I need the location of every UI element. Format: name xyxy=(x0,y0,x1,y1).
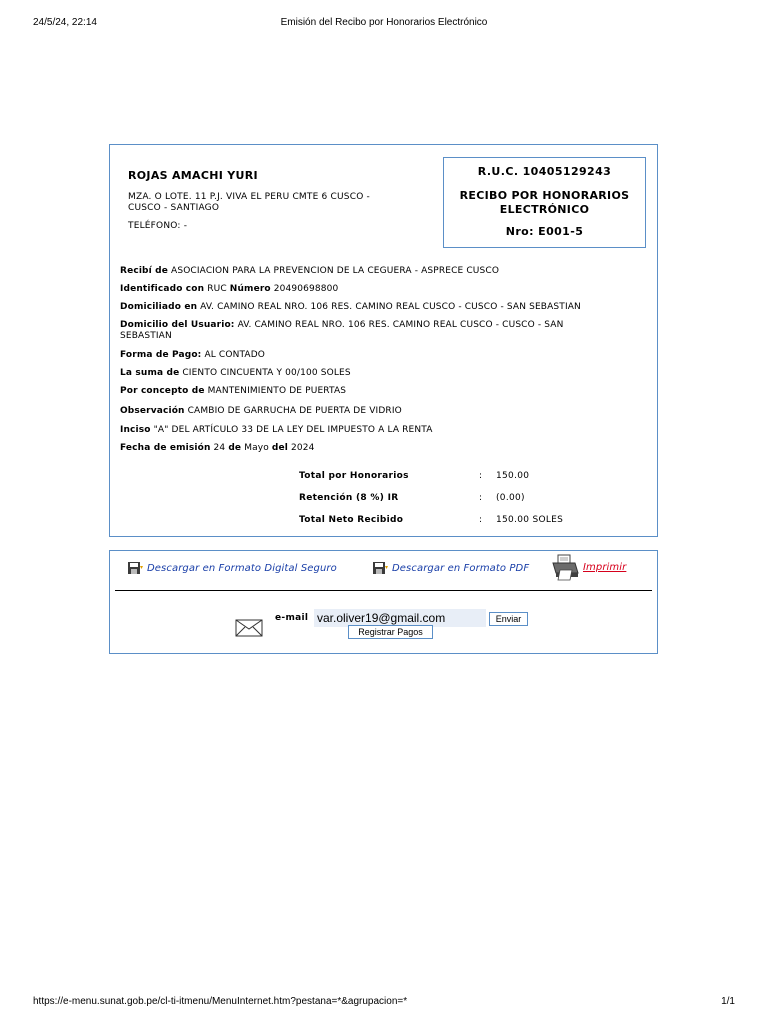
printer-icon xyxy=(550,553,580,581)
register-payments-button[interactable]: Registrar Pagos xyxy=(348,625,433,639)
receipt-panel xyxy=(109,144,658,537)
field-domiciliado xyxy=(120,302,650,313)
field-suma xyxy=(120,368,650,379)
total-neto-colon: : xyxy=(479,515,483,525)
field-concepto-value: MANTENIMIENTO DE PUERTAS xyxy=(207,386,347,396)
field-identificado-label: Identificado con xyxy=(120,284,205,294)
field-observacion-value: CAMBIO DE GARRUCHA DE PUERTA DE VIDRIO xyxy=(187,406,402,416)
receipt-number: Nro: E001-5 xyxy=(505,225,584,238)
send-button[interactable]: Enviar xyxy=(489,612,528,626)
download-secure-link[interactable] xyxy=(127,559,337,577)
total-honorarios-value: 150.00 xyxy=(496,471,530,481)
field-domicilio-usuario-label: Domicilio del Usuario: xyxy=(120,320,235,330)
retencion-label: Retención (8 %) IR xyxy=(299,493,399,503)
field-inciso xyxy=(120,425,650,436)
field-forma-pago-label: Forma de Pago: xyxy=(120,350,202,360)
print-title: Emisión del Recibo por Honorarios Electrónico xyxy=(280,17,488,28)
issuer-address-line2: CUSCO - SANTIAGO xyxy=(128,203,220,213)
issuer-block xyxy=(128,169,428,231)
field-fecha-month: Mayo xyxy=(244,443,269,453)
field-domicilio-usuario xyxy=(120,320,650,342)
issuer-address xyxy=(128,192,428,214)
download-secure-label: Descargar en Formato Digital Seguro xyxy=(147,562,337,574)
field-recibi-label: Recibí de xyxy=(120,266,169,276)
download-disk-icon xyxy=(372,560,389,576)
ruc-number: R.U.C. 10405129243 xyxy=(477,165,612,178)
email-label: e-mail xyxy=(275,613,309,623)
print-link[interactable] xyxy=(550,553,626,581)
issuer-address-line1: MZA. O LOTE. 11 P.J. VIVA EL PERU CMTE 6 CUSCO - xyxy=(128,192,370,202)
retencion-colon: : xyxy=(479,493,483,503)
field-domicilio-usuario-value-cont: SEBASTIAN xyxy=(120,331,172,341)
print-header xyxy=(0,17,768,31)
total-neto-label: Total Neto Recibido xyxy=(299,515,404,525)
field-observacion-label: Observación xyxy=(120,406,185,416)
field-fecha-del: del xyxy=(271,443,289,453)
field-identificado-numero-label: Número xyxy=(229,284,271,294)
total-neto-value: 150.00 SOLES xyxy=(496,515,564,525)
actions-panel xyxy=(109,550,658,654)
document-type xyxy=(444,189,645,217)
field-forma-pago-value: AL CONTADO xyxy=(204,350,266,360)
total-neto-row xyxy=(299,515,599,527)
total-honorarios-row xyxy=(299,471,599,483)
field-identificado-value: 20490698800 xyxy=(273,284,339,294)
print-url: https://e-menu.sunat.gob.pe/cl-ti-itmenu/MenuInternet.htm?pestana=*&agrupacion=* xyxy=(33,996,408,1007)
document-type-line1: RECIBO POR HONORARIOS xyxy=(459,189,630,202)
issuer-phone: TELÉFONO: - xyxy=(128,221,188,231)
field-suma-label: La suma de xyxy=(120,368,180,378)
field-domiciliado-value: AV. CAMINO REAL NRO. 106 RES. CAMINO REAL CUSCO - CUSCO - SAN SEBASTIAN xyxy=(200,302,581,312)
field-identificado-doc: RUC xyxy=(207,284,227,294)
ruc-box xyxy=(443,157,646,248)
field-recibi xyxy=(120,266,650,277)
field-domicilio-usuario-value: AV. CAMINO REAL NRO. 106 RES. CAMINO REAL CUSCO - CUSCO - SAN xyxy=(237,320,564,330)
field-concepto xyxy=(120,386,650,397)
field-inciso-value: "A" DEL ARTÍCULO 33 DE LA LEY DEL IMPUESTO A LA RENTA xyxy=(153,425,433,435)
print-label: Imprimir xyxy=(583,561,627,573)
retencion-value: (0.00) xyxy=(496,493,525,503)
field-forma-pago xyxy=(120,350,650,361)
field-fecha-label: Fecha de emisión xyxy=(120,443,211,453)
field-concepto-label: Por concepto de xyxy=(120,386,205,396)
retencion-row xyxy=(299,493,599,505)
total-honorarios-label: Total por Honorarios xyxy=(299,471,409,481)
issuer-name: ROJAS AMACHI YURI xyxy=(128,169,258,182)
download-disk-icon xyxy=(127,560,144,576)
field-fecha-year: 2024 xyxy=(291,443,315,453)
download-pdf-link[interactable] xyxy=(372,559,529,577)
field-fecha-de: de xyxy=(228,443,242,453)
divider xyxy=(115,590,652,591)
document-type-line2: ELECTRÓNICO xyxy=(499,203,590,216)
field-fecha-day: 24 xyxy=(213,443,226,453)
field-domiciliado-label: Domiciliado en xyxy=(120,302,198,312)
field-fecha-emision xyxy=(120,443,650,454)
field-inciso-label: Inciso xyxy=(120,425,151,435)
field-recibi-value: ASOCIACION PARA LA PREVENCION DE LA CEGUERA - ASPRECE CUSCO xyxy=(171,266,500,276)
field-observacion xyxy=(120,406,650,417)
field-suma-value: CIENTO CINCUENTA Y 00/100 SOLES xyxy=(182,368,351,378)
field-identificado xyxy=(120,284,650,295)
print-datetime: 24/5/24, 22:14 xyxy=(33,17,97,28)
download-pdf-label: Descargar en Formato PDF xyxy=(392,562,530,574)
page-count: 1/1 xyxy=(721,996,735,1007)
print-footer xyxy=(0,996,768,1010)
envelope-icon xyxy=(235,619,263,637)
total-honorarios-colon: : xyxy=(479,471,483,481)
